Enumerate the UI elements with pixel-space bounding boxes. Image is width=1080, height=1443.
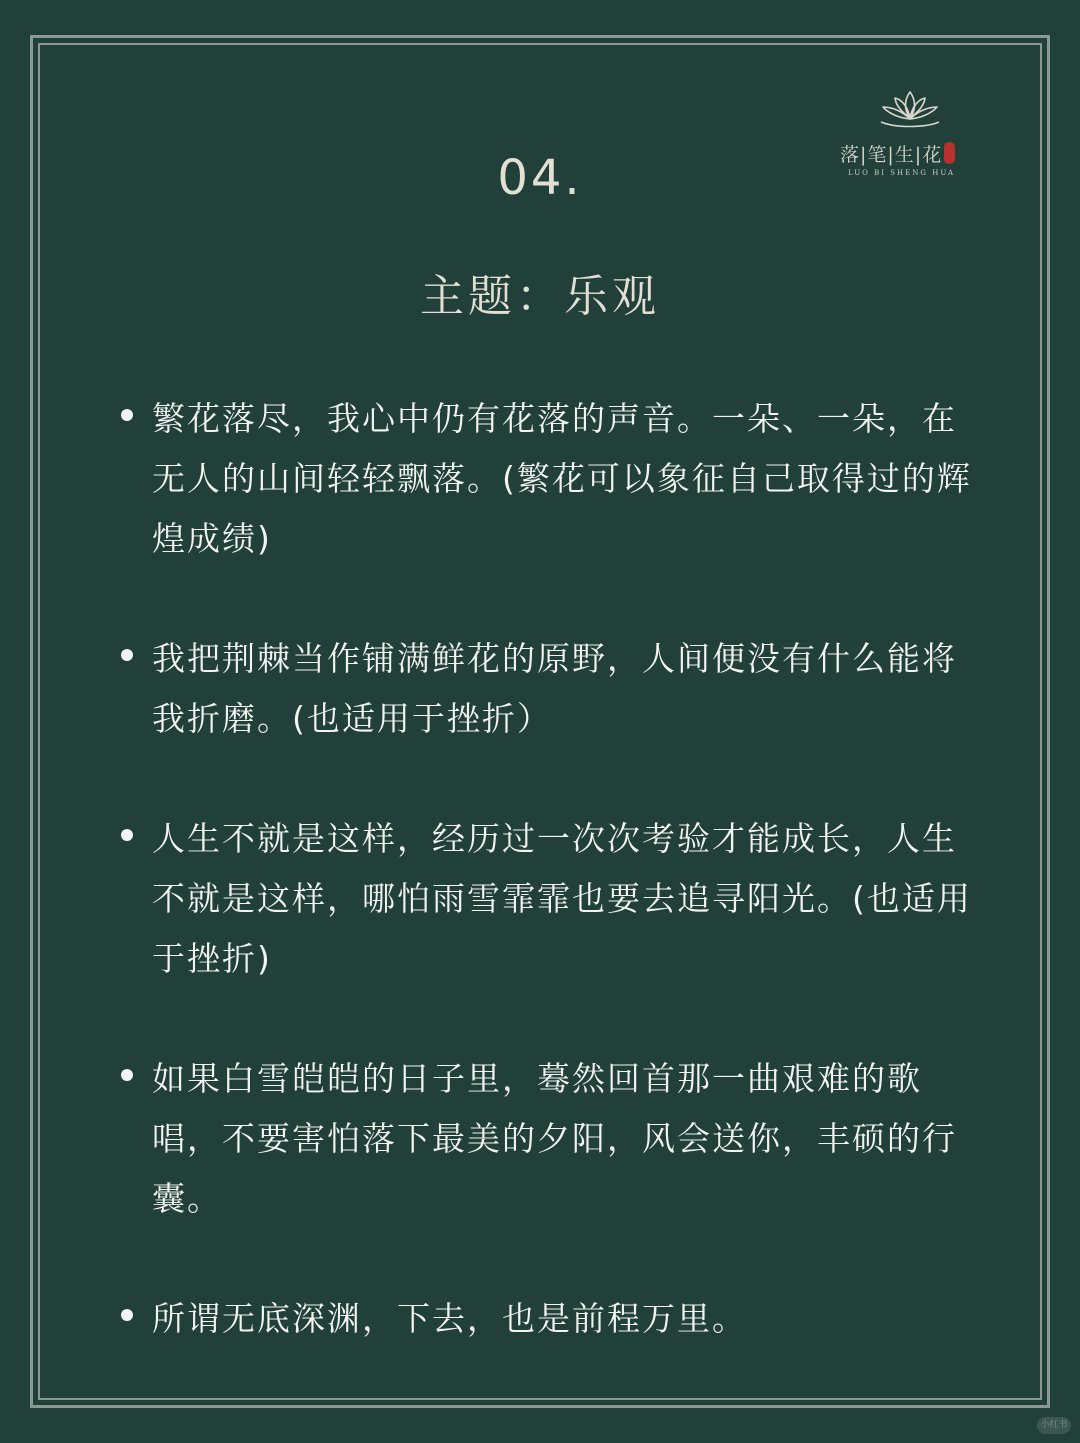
quote-item	[152, 1049, 982, 1229]
quote-item	[152, 809, 982, 989]
bullet-dot	[121, 649, 133, 661]
bullet-dot	[121, 1069, 133, 1081]
quote-item	[152, 1289, 982, 1349]
quote-text: 繁花落尽，我心中仍有花落的声音。一朵、一朵，在无人的山间轻轻飘落。(繁花可以象征自己取得过的辉煌成绩)	[152, 399, 972, 558]
lotus-icon	[875, 88, 945, 130]
quote-item	[152, 629, 982, 749]
bullet-dot	[121, 829, 133, 841]
theme-title: 主题：乐观	[420, 271, 660, 322]
section-number: 04.	[497, 150, 583, 206]
quote-text: 所谓无底深渊，下去，也是前程万里。	[152, 1299, 747, 1338]
bullet-dot	[121, 409, 133, 421]
logo-pinyin-text: LUO BI SHENG HUA	[848, 169, 956, 177]
logo-chinese-text: 落|笔|生|花	[840, 140, 990, 167]
quote-text: 如果白雪皑皑的日子里，蓦然回首那一曲艰难的歌唱，不要害怕落下最美的夕阳，风会送你，丰硕的行囊。	[152, 1059, 957, 1218]
quote-text: 人生不就是这样，经历过一次次考验才能成长，人生不就是这样，哪怕雨雪霏霏也要去追寻阳光。(也适用于挫折)	[152, 819, 972, 978]
watermark-badge: 小红书	[1037, 1417, 1071, 1434]
quote-text: 我把荆棘当作铺满鲜花的原野，人间便没有什么能将我折磨。(也适用于挫折）	[152, 639, 957, 738]
quote-item	[152, 389, 982, 569]
bullet-dot	[121, 1309, 133, 1321]
